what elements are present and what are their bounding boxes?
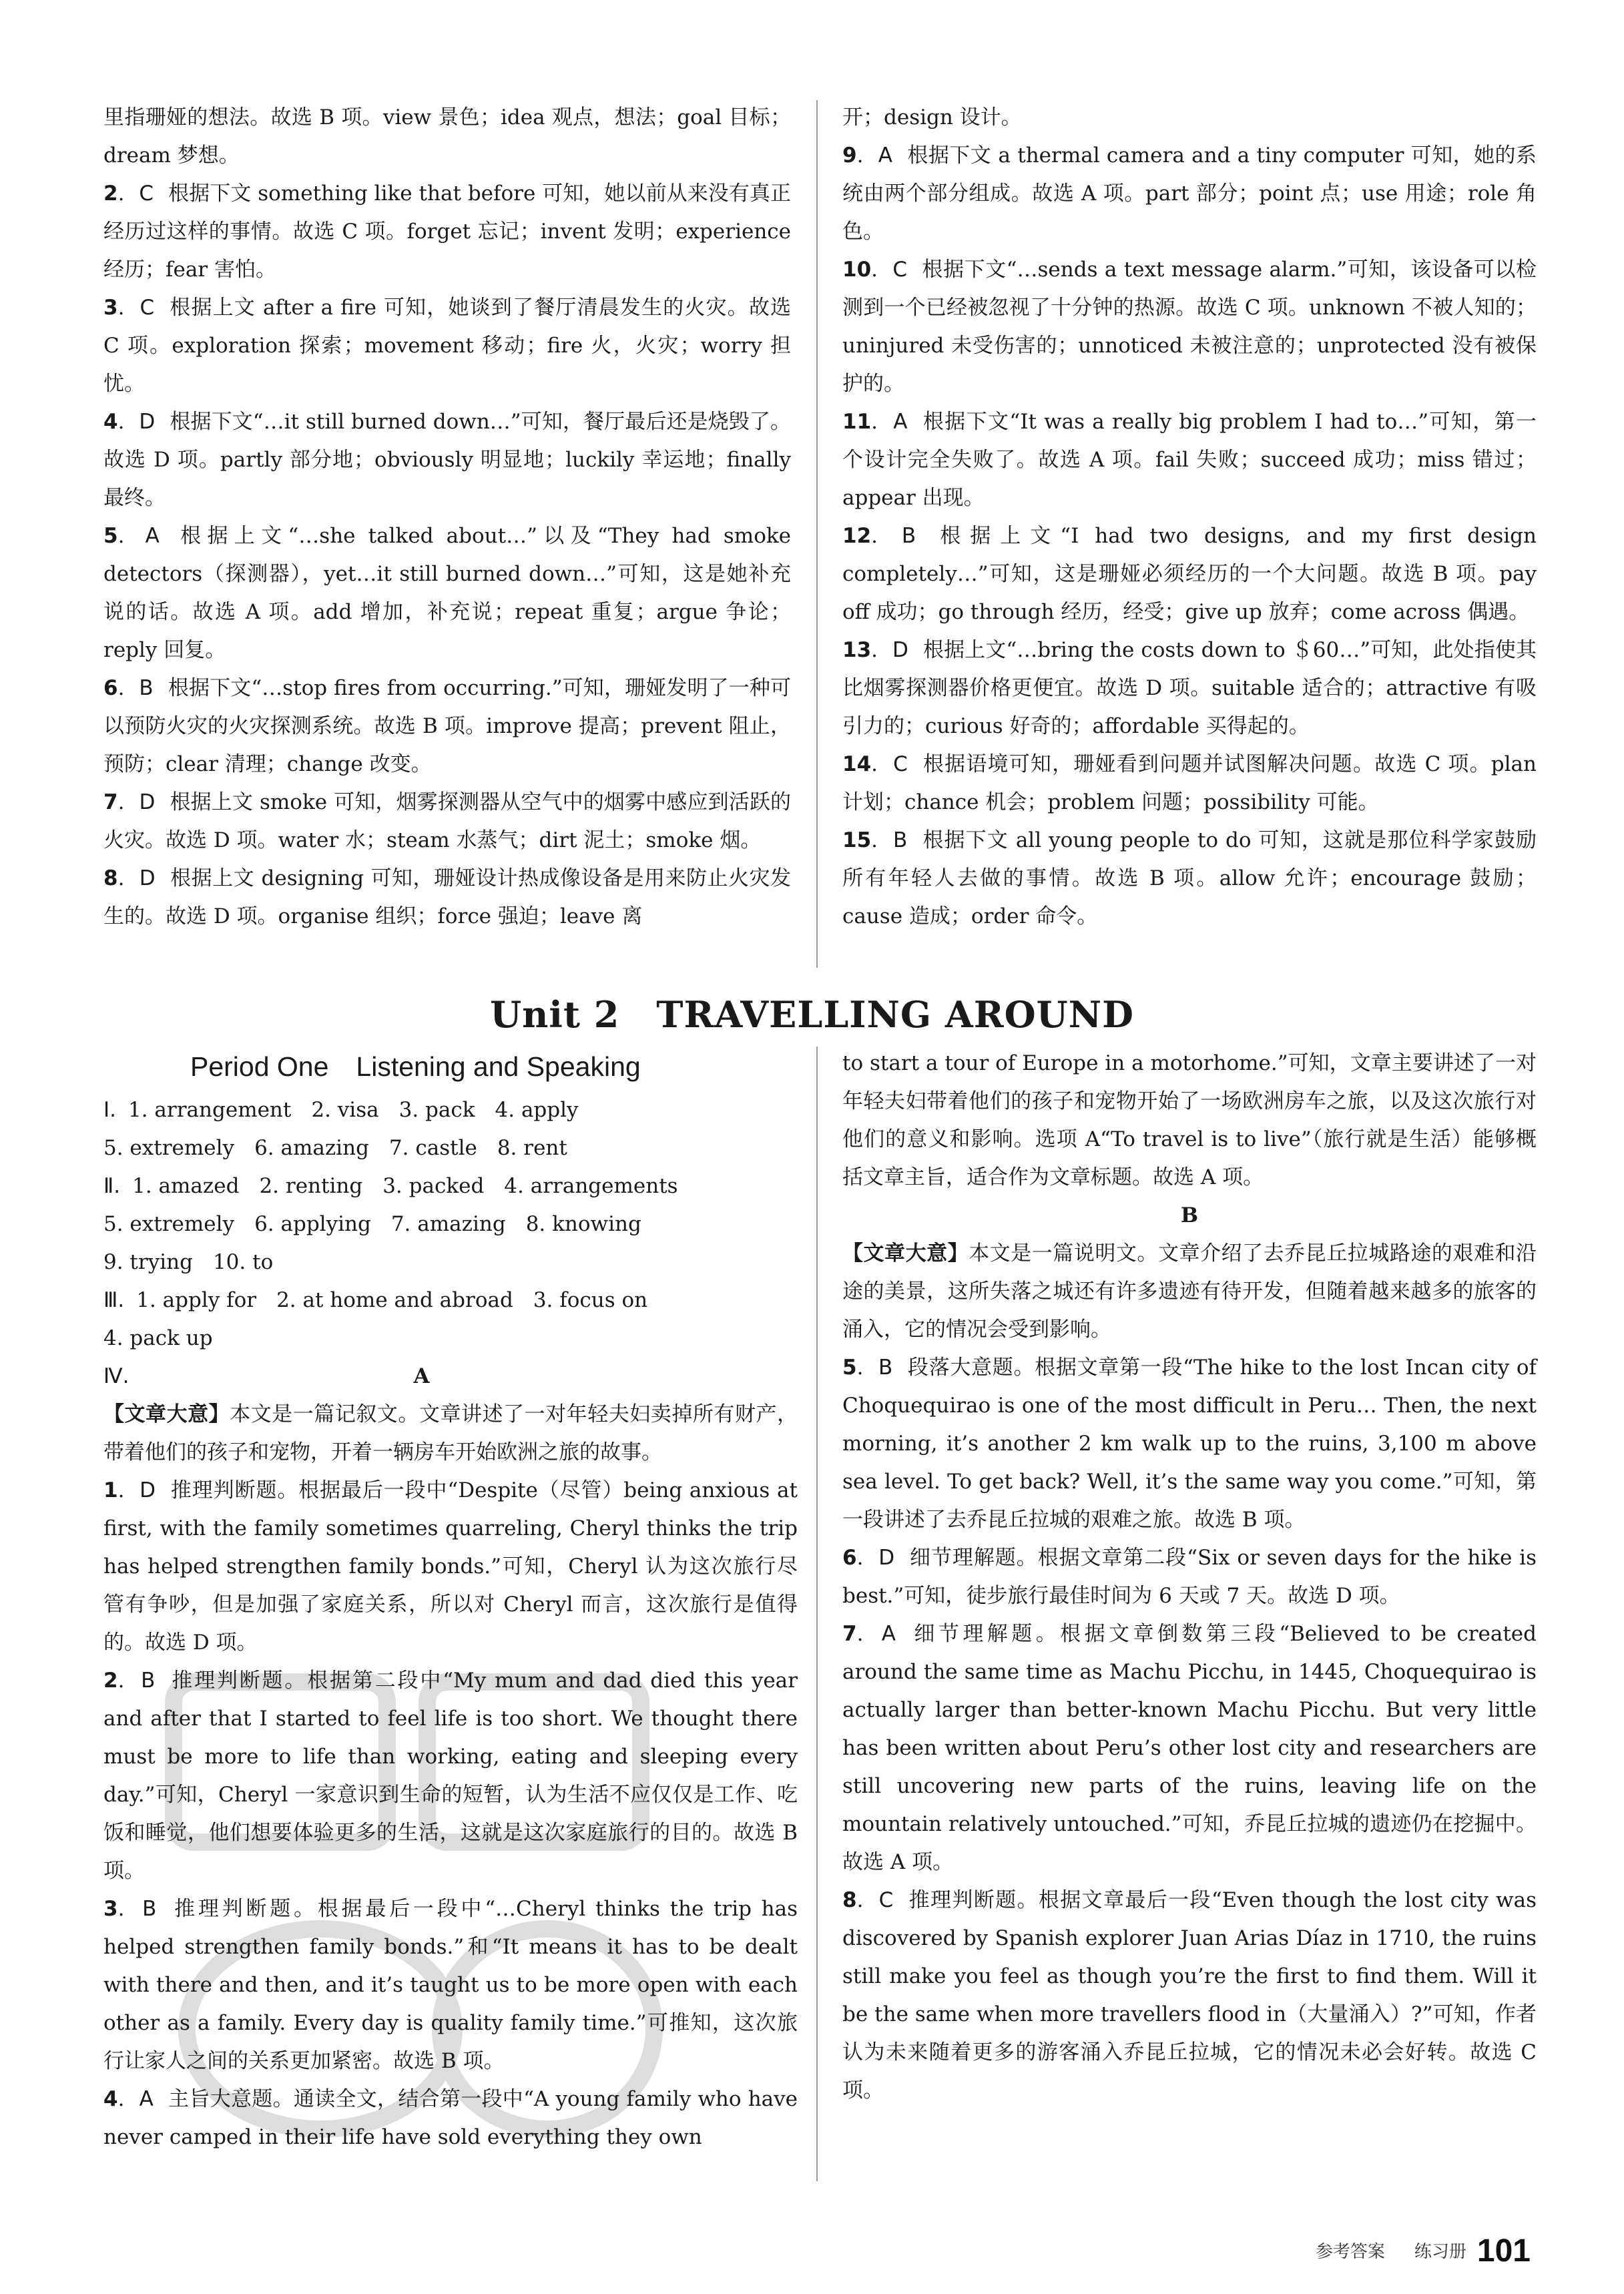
phrase-answer: 3. focus on <box>533 1288 648 1312</box>
summary-a <box>103 1396 798 1472</box>
vocab-answer: 3. packed <box>382 1174 485 1198</box>
answer-text: 根据上文“I had two designs, and my first design completely…”可知，这是珊娅必须经历的一个大问题。故选 B 项。pay off 成功；go through 经历，经受；give up 放弃；come across 偶遇。 <box>842 524 1537 624</box>
answer-item: 2. C 根据下文 something like that before 可知，她以前从来没有真正经历过这样的事情。故选 C 项。forget 忘记；invent 发明；experience 经历；fear 害怕。 <box>103 182 791 282</box>
item-number: 8 <box>842 1888 857 1912</box>
period-title: Period One Listening and Speaking <box>190 1051 641 1082</box>
item-answer: B <box>892 828 908 852</box>
answer-item: 10. C 根据下文“…sends a text message alarm.”可知，该设备可以检测到一个已经被忽视了十分钟的热源。故选 C 项。unknown 不被人知的；uninjured 未受伤害的；unnoticed 未被注意的；unprotected 没有被保护的。 <box>842 258 1537 396</box>
item-number: 10 <box>842 258 872 282</box>
phrase-answer: 2. at home and abroad <box>276 1288 513 1312</box>
item-answer: C <box>893 752 908 776</box>
vocab-answer: 7. amazing <box>390 1212 506 1236</box>
exercise-line <box>103 1167 798 1205</box>
answer-text: 根据上文“…bring the costs down to ＄60…”可知，此处指使其比烟雾探测器价格更便宜。故选 D 项。suitable 适合的；attractive 有吸引力的；curious 好奇的；affordable 买得起的。 <box>842 638 1537 738</box>
item-number: 5 <box>842 1356 857 1380</box>
answer-text: 根据上文 designing 可知，珊娅设计热成像设备是用来防止火灾发生的。故选 D 项。organise 组织；force 强迫；leave 离 <box>103 866 791 928</box>
top-right-column <box>842 99 1537 936</box>
item-answer: C <box>878 1888 894 1912</box>
summary-label: 【文章大意】 <box>842 1241 969 1265</box>
vocab-answer: 9. trying <box>103 1250 193 1274</box>
vocab-answer: 6. applying <box>254 1212 371 1236</box>
answer-text: 根据下文 something like that before 可知，她以前从来没有真正经历过这样的事情。故选 C 项。forget 忘记；invent 发明；experience 经历；fear 害怕。 <box>103 182 791 282</box>
answer-item <box>103 99 791 175</box>
section-numeral: Ⅳ. <box>103 1364 129 1388</box>
answer-item: 2. B 推理判断题。根据第二段中“My mum and dad died this year and after that I started to feel life is too short. We thought there must be more to life than working, eating and sleeping every day.”可知，Cheryl 一家意识到生命的短暂，认为生活不应仅仅是工作、吃饭和睡觉，他们想要体验更多的生活，这就是这次家庭旅行的目的。故选 B 项。 <box>103 1669 798 1883</box>
answer-text: 段落大意题。根据文章第一段“The hike to the lost Incan city of Choquequirao is one of the most difficult in Peru… Then, the next morning, it’s another 2 km walk up to the ruins, 3,100 m above sea level. To get back? Well, it’s the same way you come.”可知，第一段讲述了去乔昆丘拉城的艰难之旅。故选 B 项。 <box>842 1356 1537 1532</box>
answer-item: 13. D 根据上文“…bring the costs down to ＄60…”可知，此处指使其比烟雾探测器价格更便宜。故选 D 项。suitable 适合的；attractive 有吸引力的；curious 好奇的；affordable 买得起的。 <box>842 638 1537 738</box>
vocab-answer: 2. visa <box>311 1098 379 1122</box>
column-divider-top <box>816 100 818 968</box>
item-number: 15 <box>842 828 872 852</box>
answer-item: 7. A 细节理解题。根据文章倒数第三段“Believed to be created around the same time as Machu Picchu, in 1445, Choquequirao is actually larger than better-known Machu Picchu. But very little has been written about Peru’s other lost city and researchers are still uncovering new parts of the ruins, leaving life on the mountain relatively untouched.”可知，乔昆丘拉城的遗迹仍在挖掘中。故选 A 项。 <box>842 1622 1537 1874</box>
section-numeral: Ⅲ. <box>103 1288 125 1312</box>
item-number: 2 <box>103 182 118 206</box>
section-numeral: Ⅰ. <box>103 1098 116 1122</box>
answer-text: 根据下文“…sends a text message alarm.”可知，该设备可以检测到一个已经被忽视了十分钟的热源。故选 C 项。unknown 不被人知的；uninjured 未受伤害的；unnoticed 未被注意的；unprotected 没有被保护的。 <box>842 258 1537 396</box>
answer-text: to start a tour of Europe in a motorhome.”可知，文章主要讲述了一对年轻夫妇带着他们的孩子和宠物开始了一场欧洲房车之旅，以及这次旅行对他们的意义和影响。选项 A“To travel is to live”（旅行就是生活）能够概括文章主旨，适合作为文章标题。故选 A 项。 <box>842 1051 1537 1189</box>
item-number: 12 <box>842 524 872 548</box>
answer-item: 5. B 段落大意题。根据文章第一段“The hike to the lost Incan city of Choquequirao is one of the most difficult in Peru… Then, the next morning, it’s another 2 km walk up to the ruins, 3,100 m above sea level. To get back? Well, it’s the same way you come.”可知，第一段讲述了去乔昆丘拉城的艰难之旅。故选 B 项。 <box>842 1356 1537 1532</box>
vocab-answer: 5. extremely <box>103 1212 235 1236</box>
phrase-answer: 4. pack up <box>103 1326 213 1350</box>
item-answer: D <box>139 866 156 890</box>
summary-b <box>842 1235 1537 1349</box>
item-answer: A <box>145 524 160 548</box>
item-number: 13 <box>842 638 872 662</box>
answer-item: 1. D 推理判断题。根据最后一段中“Despite（尽管）being anxious at first, with the family sometimes quarreling, Cheryl thinks the trip has helped strengthen family bonds.”可知，Cheryl 认为这次旅行尽管有争吵，但是加强了家庭关系，所以对 Cheryl 而言，这次旅行是值得的。故选 D 项。 <box>103 1478 798 1655</box>
exercise-line <box>103 1205 798 1243</box>
vocab-answer: 1. arrangement <box>128 1098 292 1122</box>
item-answer: A <box>139 2087 154 2111</box>
page-number: 101 <box>1476 2233 1531 2269</box>
answer-item: 3. B 推理判断题。根据最后一段中“…Cheryl thinks the trip has helped strengthen family bonds.”和“It means it has to be dealt with there and then, and it’s taught us to be more open with each other as a family. Every day is quality family time.”可推知，这次旅行让家人之间的关系更加紧密。故选 B 项。 <box>103 1897 798 2073</box>
item-answer: D <box>878 1546 895 1570</box>
answer-item: 9. A 根据下文 a thermal camera and a tiny computer 可知，她的系统由两个部分组成。故选 A 项。part 部分；point 点；use 用途；role 角色。 <box>842 144 1537 244</box>
item-answer: A <box>878 144 892 168</box>
vocab-answer: 4. apply <box>495 1098 579 1122</box>
exercise-line <box>103 1320 798 1358</box>
item-answer: B <box>901 524 916 548</box>
answer-text: 根据上文 after a fire 可知，她谈到了餐厅清晨发生的火灾。故选 C 项。exploration 探索；movement 移动；fire 火，火灾；worry 担忧。 <box>103 296 791 396</box>
item-number: 8 <box>103 866 118 890</box>
vocab-answer: 6. amazing <box>254 1136 369 1160</box>
answer-item: 5. A 根据上文“…she talked about…”以及“They had smoke detectors（探测器），yet…it still burned down…”可知，这是她补充说的话。故选 A 项。add 增加，补充说；repeat 重复；argue 争论；reply 回复。 <box>103 524 791 662</box>
answer-text: 主旨大意题。通读全文，结合第一段中“A young family who have never camped in their life have sold everything they own <box>103 2087 798 2149</box>
vocab-answer: 1. amazed <box>132 1174 240 1198</box>
vocab-answer: 2. renting <box>259 1174 363 1198</box>
unit-title: Unit 2 TRAVELLING AROUND <box>490 993 1134 1036</box>
answer-text: 开；design 设计。 <box>842 105 1022 129</box>
answer-text: 根据上文 smoke 可知，烟雾探测器从空气中的烟雾中感应到活跃的火灾。故选 D 项。water 水；steam 水蒸气；dirt 泥土；smoke 烟。 <box>103 790 791 852</box>
answer-item: 15. B 根据下文 all young people to do 可知，这就是那位科学家鼓励所有年轻人去做的事情。故选 B 项。allow 允许；encourage 鼓励；cause 造成；order 命令。 <box>842 828 1537 928</box>
answer-item: 7. D 根据上文 smoke 可知，烟雾探测器从空气中的烟雾中感应到活跃的火灾。故选 D 项。water 水；steam 水蒸气；dirt 泥土；smoke 烟。 <box>103 790 791 852</box>
answer-item: 4. D 根据下文“…it still burned down…”可知，餐厅最后还是烧毁了。故选 D 项。partly 部分地；obviously 明显地；luckily 幸运地；finally 最终。 <box>103 410 791 510</box>
vocab-answer: 10. to <box>212 1250 274 1274</box>
exercise-line <box>103 1281 798 1320</box>
summary-text: 本文是一篇说明文。文章介绍了去乔昆丘拉城路途的艰难和沿途的美景，这所失落之城还有许多遗迹有待开发，但随着越来越多的旅客的涌入，它的情况会受到影响。 <box>842 1241 1537 1342</box>
item-answer: C <box>140 296 155 320</box>
vocab-answer: 8. rent <box>497 1136 567 1160</box>
item-number: 7 <box>842 1622 857 1646</box>
item-answer: D <box>140 1478 156 1502</box>
vocab-answer: 4. arrangements <box>504 1174 678 1198</box>
item-number: 6 <box>842 1546 857 1570</box>
vocab-answer: 7. castle <box>388 1136 477 1160</box>
answer-continuation <box>842 1045 1537 1197</box>
answer-item: 4. A 主旨大意题。通读全文，结合第一段中“A young family who have never camped in their life have sold everything they own <box>103 2087 798 2149</box>
item-answer: C <box>892 258 908 282</box>
footer-label-workbook: 练习册 <box>1414 2242 1466 2262</box>
item-answer: B <box>141 1669 156 1693</box>
section-numeral: Ⅱ. <box>103 1174 121 1198</box>
exercise-line <box>103 1358 798 1396</box>
bottom-left-column <box>103 1045 798 2157</box>
item-number: 11 <box>842 410 872 434</box>
answer-item: 14. C 根据语境可知，珊娅看到问题并试图解决问题。故选 C 项。plan 计划；chance 机会；problem 问题；possibility 可能。 <box>842 752 1537 814</box>
answer-item: 11. A 根据下文“It was a really big problem I had to…”可知，第一个设计完全失败了。故选 A 项。fail 失败；succeed 成功；miss 错过；appear 出现。 <box>842 410 1537 510</box>
answer-text: 根据语境可知，珊娅看到问题并试图解决问题。故选 C 项。plan 计划；chance 机会；problem 问题；possibility 可能。 <box>842 752 1537 814</box>
top-left-column <box>103 99 791 936</box>
item-answer: D <box>139 410 156 434</box>
answer-text: 里指珊娅的想法。故选 B 项。view 景色；idea 观点，想法；goal 目标；dream 梦想。 <box>103 105 791 168</box>
answer-item: 12. B 根据上文“I had two designs, and my first design completely…”可知，这是珊娅必须经历的一个大问题。故选 B 项。pay off 成功；go through 经历，经受；give up 放弃；come across 偶遇。 <box>842 524 1537 624</box>
answer-text: 根据下文“It was a really big problem I had to…”可知，第一个设计完全失败了。故选 A 项。fail 失败；succeed 成功；miss 错过；appear 出现。 <box>842 410 1537 510</box>
exercise-line <box>103 1129 798 1167</box>
item-answer: B <box>142 1897 157 1921</box>
item-number: 5 <box>103 524 118 548</box>
phrase-answer: 1. apply for <box>136 1288 257 1312</box>
item-answer: C <box>139 182 154 206</box>
answer-item: 8. D 根据上文 designing 可知，珊娅设计热成像设备是用来防止火灾发生的。故选 D 项。organise 组织；force 强迫；leave 离 <box>103 866 791 928</box>
item-number: 7 <box>103 790 118 814</box>
vocab-answer: 3. pack <box>398 1098 475 1122</box>
answer-item: 6. B 根据下文“…stop fires from occurring.”可知，珊娅发明了一种可以预防火灾的火灾探测系统。故选 B 项。improve 提高；prevent 阻止，预防；clear 清理；change 改变。 <box>103 676 791 776</box>
passage-heading-a: A <box>413 1364 430 1388</box>
item-number: 9 <box>842 144 857 168</box>
answer-text: 根据下文 a thermal camera and a tiny computer 可知，她的系统由两个部分组成。故选 A 项。part 部分；point 点；use 用途；role 角色。 <box>842 144 1537 244</box>
bottom-right-column <box>842 1045 1537 2110</box>
passage-heading-b: B <box>1180 1203 1199 1227</box>
answer-text: 推理判断题。根据第二段中“My mum and dad died this year and after that I started to feel life is too short. We thought there must be more to life than working, eating and sleeping every day.”可知，Cheryl 一家意识到生命的短暂，认为生活不应仅仅是工作、吃饭和睡觉，他们想要体验更多的生活，这就是这次家庭旅行的目的。故选 B 项。 <box>103 1669 798 1883</box>
item-answer: B <box>878 1356 893 1380</box>
item-number: 6 <box>103 676 118 700</box>
item-answer: D <box>139 790 156 814</box>
answer-text: 根据上文“…she talked about…”以及“They had smoke detectors（探测器），yet…it still burned down…”可知，这是她补充说的话。故选 A 项。add 增加，补充说；repeat 重复；argue 争论；reply 回复。 <box>103 524 791 662</box>
item-number: 14 <box>842 752 872 776</box>
answer-text: 细节理解题。根据文章倒数第三段“Believed to be created around the same time as Machu Picchu, in 1445, Choquequirao is actually larger than better-known Machu Picchu. But very little has been written about Peru’s other lost city and researchers are still uncovering new parts of the ruins, leaving life on the mountain relatively untouched.”可知，乔昆丘拉城的遗迹仍在挖掘中。故选 A 项。 <box>842 1622 1537 1874</box>
answer-item: 8. C 推理判断题。根据文章最后一段“Even though the lost city was discovered by Spanish explorer Juan Arias Díaz in 1710, the ruins still make you feel as though you’re the first to find them. Will it be the same when more travellers flood in（大量涌入）?”可知，作者认为未来随着更多的游客涌入乔昆丘拉城，它的情况未必会好转。故选 C 项。 <box>842 1888 1537 2102</box>
column-divider-bottom <box>816 1047 818 2181</box>
answer-text: 根据下文“…stop fires from occurring.”可知，珊娅发明了一种可以预防火灾的火灾探测系统。故选 B 项。improve 提高；prevent 阻止，预防；clear 清理；change 改变。 <box>103 676 791 776</box>
item-answer: B <box>139 676 154 700</box>
item-number: 3 <box>103 1897 118 1921</box>
answer-item <box>842 99 1537 137</box>
summary-label: 【文章大意】 <box>103 1402 230 1426</box>
answer-text: 根据下文“…it still burned down…”可知，餐厅最后还是烧毁了。故选 D 项。partly 部分地；obviously 明显地；luckily 幸运地；finally 最终。 <box>103 410 791 510</box>
item-answer: A <box>881 1622 896 1646</box>
answer-item: 6. D 细节理解题。根据文章第二段“Six or seven days for the hike is best.”可知，徒步旅行最佳时间为 6 天或 7 天。故选 D 项。 <box>842 1546 1537 1608</box>
footer-label-answers: 参考答案 <box>1315 2242 1385 2262</box>
answer-item: 3. C 根据上文 after a fire 可知，她谈到了餐厅清晨发生的火灾。故选 C 项。exploration 探索；movement 移动；fire 火，火灾；worry 担忧。 <box>103 296 791 396</box>
answer-text: 推理判断题。根据文章最后一段“Even though the lost city was discovered by Spanish explorer Juan Arias Díaz in 1710, the ruins still make you feel as though you’re the first to find them. Will it be the same when more travellers flood in（大量涌入）?”可知，作者认为未来随着更多的游客涌入乔昆丘拉城，它的情况未必会好转。故选 C 项。 <box>842 1888 1537 2102</box>
exercise-line <box>103 1091 798 1129</box>
answer-text: 推理判断题。根据最后一段中“…Cheryl thinks the trip has helped strengthen family bonds.”和“It means it has to be dealt with there and then, and it’s taught us to be more open with each other as a family. Every day is quality family time.”可推知，这次旅行让家人之间的关系更加紧密。故选 B 项。 <box>103 1897 798 2073</box>
item-answer: A <box>893 410 908 434</box>
item-answer: D <box>892 638 908 662</box>
vocab-answer: 8. knowing <box>525 1212 641 1236</box>
answer-text: 推理判断题。根据最后一段中“Despite（尽管）being anxious at first, with the family sometimes quarreling, Cheryl thinks the trip has helped strengthen family bonds.”可知，Cheryl 认为这次旅行尽管有争吵，但是加强了家庭关系，所以对 Cheryl 而言，这次旅行是值得的。故选 D 项。 <box>103 1478 798 1655</box>
summary-text: 本文是一篇记叙文。文章讲述了一对年轻夫妇卖掉所有财产，带着他们的孩子和宠物，开着一辆房车开始欧洲之旅的故事。 <box>103 1402 798 1464</box>
vocab-answer: 5. extremely <box>103 1136 235 1160</box>
item-number: 4 <box>103 410 118 434</box>
item-number: 2 <box>103 1669 118 1693</box>
answer-text: 细节理解题。根据文章第二段“Six or seven days for the hike is best.”可知，徒步旅行最佳时间为 6 天或 7 天。故选 D 项。 <box>842 1546 1537 1608</box>
answer-text: 根据下文 all young people to do 可知，这就是那位科学家鼓励所有年轻人去做的事情。故选 B 项。allow 允许；encourage 鼓励；cause 造成；order 命令。 <box>842 828 1537 928</box>
item-number: 3 <box>103 296 118 320</box>
item-number: 4 <box>103 2087 118 2111</box>
page-footer <box>1316 2233 1531 2269</box>
item-number: 1 <box>103 1478 118 1502</box>
exercise-line <box>103 1243 798 1281</box>
